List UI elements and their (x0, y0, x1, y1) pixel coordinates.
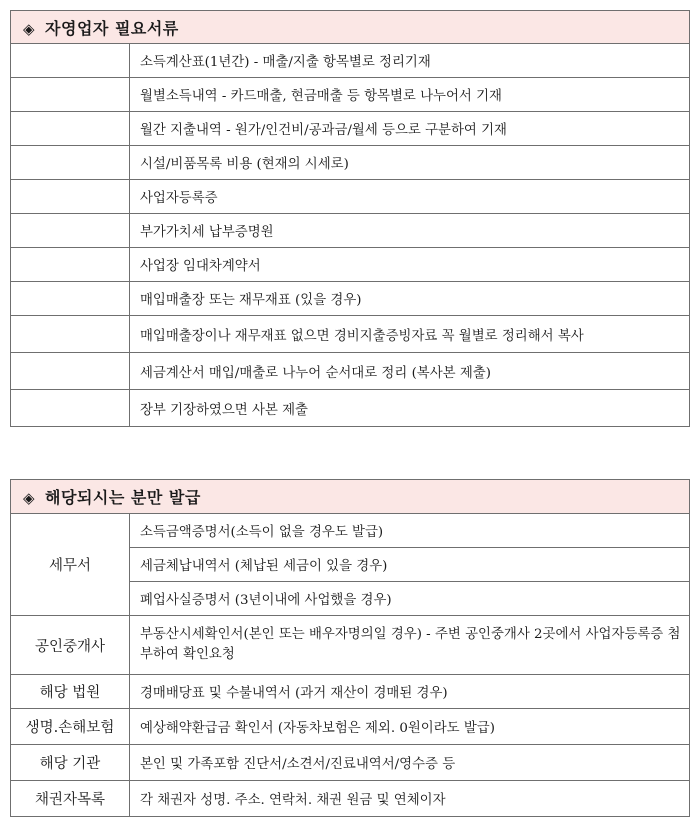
document-item: 예상해약환급금 확인서 (자동차보험은 제외. 0원이라도 발급) (130, 709, 690, 745)
document-item: 폐업사실증명서 (3년이내에 사업했을 경우) (130, 582, 690, 616)
optional-documents-table (10, 479, 690, 817)
category-realtor: 공인중개사 (11, 616, 130, 675)
blank-cell (11, 316, 130, 353)
blank-cell (11, 180, 130, 214)
document-item: 각 채권자 성명. 주소. 연락처. 채권 원금 및 연체이자 (130, 781, 690, 817)
document-item: 소득금액증명서(소득이 없을 경우도 발급) (130, 514, 690, 548)
section-header (11, 480, 690, 514)
category-tax-office: 세무서 (11, 514, 130, 616)
blank-cell (11, 214, 130, 248)
blank-cell (11, 282, 130, 316)
document-item: 본인 및 가족포함 진단서/소견서/진료내역서/영수증 등 (130, 745, 690, 781)
document-item: 부가가치세 납부증명원 (130, 214, 690, 248)
blank-cell (11, 78, 130, 112)
document-item: 세금체납내역서 (체납된 세금이 있을 경우) (130, 548, 690, 582)
required-documents-table (10, 10, 690, 427)
document-item: 월간 지출내역 - 원가/인건비/공과금/월세 등으로 구분하여 기재 (130, 112, 690, 146)
section-title: 해당되시는 분만 발급 (45, 488, 201, 507)
document-item: 장부 기장하였으면 사본 제출 (130, 390, 690, 427)
document-item: 시설/비품목록 비용 (현재의 시세로) (130, 146, 690, 180)
category-insurance: 생명.손해보험 (11, 709, 130, 745)
document-item: 매입매출장이나 재무재표 없으면 경비지출증빙자료 꼭 월별로 정리해서 복사 (130, 316, 690, 353)
document-item: 경매배당표 및 수불내역서 (과거 재산이 경매된 경우) (130, 675, 690, 709)
document-item: 사업자등록증 (130, 180, 690, 214)
document-item: 부동산시세확인서(본인 또는 배우자명의일 경우) - 주변 공인중개사 2곳에서 사업자등록증 첨부하여 확인요청 (130, 616, 690, 675)
section-header (11, 11, 690, 44)
category-agency: 해당 기관 (11, 745, 130, 781)
section-title: 자영업자 필요서류 (45, 18, 179, 38)
blank-cell (11, 248, 130, 282)
document-item: 사업장 임대차계약서 (130, 248, 690, 282)
document-item: 매입매출장 또는 재무재표 (있을 경우) (130, 282, 690, 316)
category-court: 해당 법원 (11, 675, 130, 709)
blank-cell (11, 390, 130, 427)
document-item: 월별소득내역 - 카드매출, 현금매출 등 항목별로 나누어서 기재 (130, 78, 690, 112)
category-creditors: 채권자목록 (11, 781, 130, 817)
document-item: 세금계산서 매입/매출로 나누어 순서대로 정리 (복사본 제출) (130, 353, 690, 390)
blank-cell (11, 353, 130, 390)
diamond-bullet-icon: ◈ (23, 489, 36, 507)
document-item: 소득계산표(1년간) - 매출/지출 항목별로 정리기재 (130, 44, 690, 78)
diamond-bullet-icon: ◈ (23, 19, 36, 38)
blank-cell (11, 146, 130, 180)
blank-cell (11, 44, 130, 78)
blank-cell (11, 112, 130, 146)
